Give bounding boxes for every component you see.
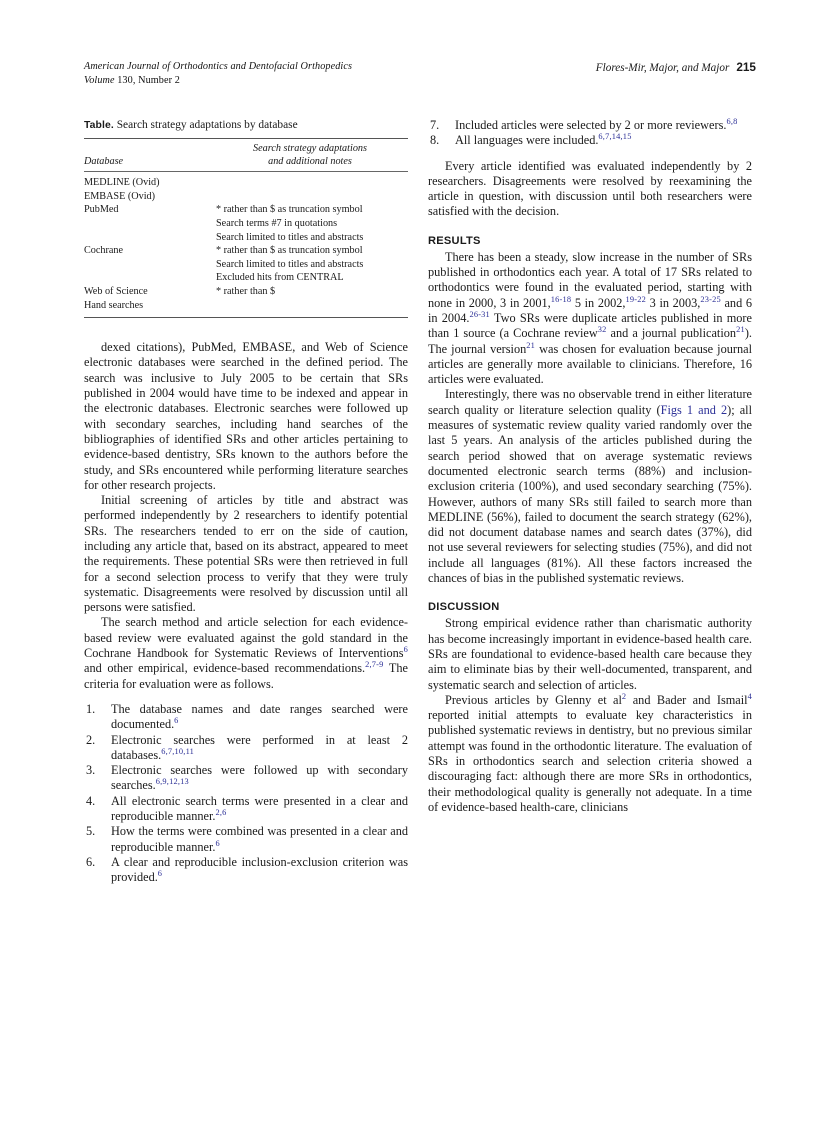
volume-number: 130, Number 2: [114, 75, 180, 86]
reference-marker[interactable]: 6,8: [726, 116, 738, 126]
criteria-item-text: The database names and date ranges searched were documented.: [111, 701, 408, 732]
running-head-right: [596, 60, 756, 75]
criteria-item-text: How the terms were combined was presented in a clear and reproducible manner.: [111, 824, 408, 854]
table-cell-notes: * rather than $ as truncation symbol: [216, 245, 363, 257]
table-cell-notes: [216, 176, 408, 190]
reference-marker[interactable]: 2,6: [215, 807, 227, 817]
table-cell-notes: Search terms #7 in quotations: [216, 217, 338, 229]
reference-marker[interactable]: 19-22: [625, 294, 647, 304]
criteria-item-number: 8.: [430, 133, 440, 148]
reference-marker[interactable]: 6: [174, 716, 179, 726]
table-head: [84, 139, 408, 171]
results1-p4: and 6 in 2004.: [428, 295, 753, 325]
criteria-item: [428, 133, 752, 148]
paragraph-discussion-2: [428, 693, 752, 815]
criteria-list-left: [84, 702, 408, 886]
criteria-item-number: 2.: [86, 732, 96, 747]
paragraph-discussion-1: Strong empirical evidence rather than charismatic authority has become increasingly important in evidence-based health care. SRs are foundational to evidence-based health care because they aim to eliminate bias by their well-documented, transparent, and systematic search and selection of articles.: [428, 616, 752, 692]
table-cell-database: Cochrane: [84, 245, 124, 257]
table-row: [84, 258, 408, 272]
table-caption-text: Search strategy adaptations by database: [116, 119, 298, 131]
criteria-item: [84, 733, 408, 764]
volume-line: [84, 74, 352, 88]
results1-p6: and a journal publication: [606, 326, 737, 341]
reference-marker[interactable]: 6: [157, 869, 163, 879]
criteria-item: [84, 794, 408, 825]
table-row: [84, 231, 408, 245]
table-label: Table.: [84, 120, 114, 131]
gold-standard-part1: The search method and article selection for each evidence-based review were evaluated against the gold standard in the Cochrane Handbook for Systematic Reviews of Interventions: [84, 615, 408, 661]
criteria-item-number: 5.: [86, 824, 96, 839]
criteria-item-text: Electronic searches were performed in at least 2 databases.: [111, 732, 408, 762]
reference-marker[interactable]: 16-18: [550, 294, 572, 304]
table-cell-database: [84, 231, 216, 245]
reference-marker[interactable]: 21: [736, 325, 745, 335]
results2-p1: Interestingly, there was no observable trend in either literature search quality or literature selection quality (: [428, 387, 752, 417]
table-row: [84, 190, 408, 204]
reference-marker[interactable]: 4: [747, 691, 752, 701]
reference-marker[interactable]: 2: [621, 691, 627, 701]
reference-marker[interactable]: 23-25: [700, 294, 721, 304]
criteria-item-number: 4.: [86, 793, 96, 808]
table-caption: [84, 118, 408, 133]
criteria-item-number: 1.: [86, 701, 96, 716]
table-cell-database: EMBASE (Ovid): [84, 190, 156, 202]
table-header-row: [84, 139, 408, 171]
criteria-item-text: Electronic searches were followed up with secondary searches.: [111, 763, 408, 793]
criteria-item-number: 3.: [86, 763, 96, 778]
reference-marker[interactable]: 21: [526, 340, 536, 350]
results1-p5: Two SRs were duplicate articles published in more than 1 source (a Cochrane review: [428, 310, 752, 341]
table-cell-notes: Search limited to titles and abstracts: [216, 231, 364, 243]
table-cell-database: Web of Science: [84, 285, 148, 297]
criteria-list-right: [428, 118, 752, 149]
table-cell-database: PubMed: [84, 204, 119, 216]
table-row: [84, 285, 408, 299]
gold-standard-part2: and other empirical, evidence-based recommendations.: [84, 661, 366, 676]
table-cell-notes: [216, 299, 408, 313]
criteria-item-text: Included articles were selected by 2 or more reviewers.: [455, 118, 727, 132]
reference-marker[interactable]: 6: [215, 838, 220, 848]
criteria-item: [84, 824, 408, 855]
results1-p1: There has been a steady, slow increase in the number of SRs published in orthodontics each year. A total of 17 SRs related to orthodontics were found in the evaluated period, starting with none in 2000, 3 in 2001,: [428, 249, 752, 310]
paragraph-results-2: [428, 387, 752, 586]
table-row: [84, 299, 408, 313]
running-head-left: [84, 60, 352, 88]
table-body: [84, 139, 408, 171]
author-names: Flores-Mir, Major, and Major: [595, 62, 730, 74]
criteria-item-text: All electronic search terms were presented in a clear and reproducible manner.: [111, 793, 408, 824]
criteria-item: [84, 702, 408, 733]
table-cell-notes: [216, 190, 408, 204]
table-row: [84, 176, 408, 190]
journal-title: American Journal of Orthodontics and Dentofacial Orthopedics: [84, 61, 353, 72]
table-cell-database: [84, 271, 216, 285]
table-cell-notes: * rather than $: [216, 285, 276, 297]
table-cell-notes: Excluded hits from CENTRAL: [216, 272, 344, 284]
reference-marker[interactable]: 6,7,10,11: [161, 746, 195, 756]
section-heading-results: RESULTS: [428, 234, 481, 247]
table-row: [84, 244, 408, 258]
page-number: 215: [736, 60, 756, 74]
criteria-item-text: A clear and reproducible inclusion-exclusion criterion was provided.: [111, 854, 408, 885]
table-row: [84, 203, 408, 217]
table-cell-database: [84, 258, 216, 272]
discussion2-p1: Previous articles by Glenny et al: [445, 692, 622, 707]
criteria-item-number: 7.: [430, 118, 440, 132]
table-row: [84, 271, 408, 285]
criteria-item-number: 6.: [86, 854, 96, 869]
reference-marker[interactable]: 6,7,14,15: [598, 132, 632, 142]
reference-marker[interactable]: 2,7-9: [365, 660, 384, 670]
table-rule-bottom: [84, 317, 408, 318]
results1-p7: ). The journal version: [428, 326, 752, 356]
results1-p3: 3 in 2003,: [646, 295, 701, 310]
table-cell-notes: Search limited to titles and abstracts: [216, 258, 364, 270]
column-header-database: Database: [84, 155, 124, 167]
volume-label: Volume: [84, 75, 115, 86]
running-head: [84, 60, 756, 94]
criteria-item: [84, 855, 408, 886]
paragraph-methods-continued: dexed citations), PubMed, EMBASE, and Web of Science electronic databases were searched in the defined period. The search was inclusive to July 2005 to be certain that SRs published in 2004 would have time to be indexed and appear in the electronic databases. Electronic searches were followed up with secondary searches, including hand searches of the bibliographies of identified SRs and other articles pertaining to evidence-based dentistry, SRs known to the authors before the study, and SRs encountered while performing literature searches for other research projects.: [84, 340, 408, 492]
table-cell-database: MEDLINE (Ovid): [84, 177, 160, 189]
paragraph-initial-screening: Initial screening of articles by title and abstract was performed independently by 2 researchers to identify potential SRs. The researchers tended to err on the side of caution, including any article that, based on its abstract, appeared to meet the requirements. These potential SRs were then retrieved in full for a second selection process to verify that they were truly systematic. Disagreements were resolved by discussion until all persons were satisfied.: [84, 493, 408, 615]
table-rule-mid: [84, 171, 408, 172]
figure-cross-reference-link[interactable]: Figs 1 and 2: [660, 402, 728, 417]
paragraph-results-1: [428, 250, 752, 388]
criteria-item: [84, 763, 408, 794]
discussion2-p2: and Bader and Ismail: [626, 692, 748, 707]
results1-p8: was chosen for evaluation because journal articles are generally more available to clinicians. Therefore, 16 articles were evaluated.: [428, 341, 752, 387]
table-cell-notes: * rather than $ as truncation symbol: [216, 204, 363, 216]
table-search-strategy: [84, 118, 408, 318]
right-column: [428, 118, 752, 815]
results2-p2: ); all measures of systematic review quality varied randomly over the last 5 years. An analysis of the articles published during the search period showed that on average systematic reviews documented electronic search terms (88%) and inclusion-exclusion criteria (100%), and used secondary searching (75%). However, authors of many SRs still failed to search more than MEDLINE (56%), failed to document the search strategy (62%), did not document database names and search dates (37%), did not use several reviewers for selecting studies (75%), and did not include all languages (81%). All these factors increased the chances of bias in the published systematic reviews.: [428, 402, 752, 586]
reference-marker[interactable]: 26-31: [469, 309, 490, 319]
reference-marker[interactable]: 6,9,12,13: [155, 777, 189, 787]
table-row-group: [84, 176, 408, 312]
column-header-adaptations-line1: Search strategy adaptations: [253, 143, 367, 154]
paragraph-gold-standard: [84, 615, 408, 691]
discussion2-p3: reported initial attempts to evaluate key characteristics in published systematic reviews in dentistry, but no previous similar attempt was found in the orthodontic literature. The evaluation of SRs in orthodontics search and selection criteria showed a discouraging fact: although there are more SRs in orthodontics, their methodological quality is generally not adequate. In a time of evidence-based health-care, clinicians: [428, 708, 752, 814]
table-row: [84, 217, 408, 231]
column-header-adaptations-line2: and additional notes: [268, 155, 352, 167]
reference-marker[interactable]: 32: [597, 325, 607, 335]
paragraph-evaluation: Every article identified was evaluated independently by 2 researchers. Disagreements were resolved by reexamining the article in question, with discussion until both researchers were satisfied with the decision.: [428, 158, 752, 219]
table-cell-database: Hand searches: [84, 299, 144, 311]
column-header-adaptations: [212, 139, 408, 171]
table-rows: [84, 176, 408, 312]
results1-p2: 5 in 2002,: [571, 295, 626, 310]
gold-standard-part3: The criteria for evaluation were as follows.: [84, 661, 408, 691]
left-column: [84, 118, 408, 886]
reference-marker[interactable]: 6: [403, 644, 408, 654]
criteria-item: [428, 118, 752, 133]
section-heading-discussion: DISCUSSION: [428, 601, 500, 614]
table-cell-database: [84, 217, 216, 231]
criteria-item-text: All languages were included.: [455, 133, 599, 148]
